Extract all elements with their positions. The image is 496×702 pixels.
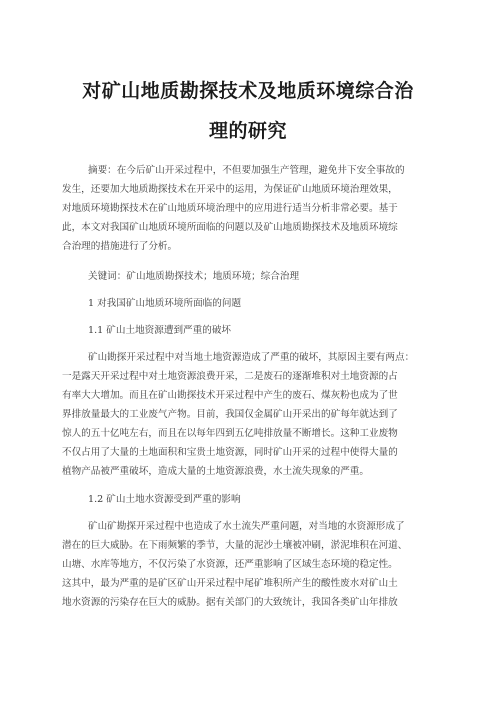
body-line: 矿山勘探开采过程中对当地土地资源造成了严重的破坏，其原因主要有两点： xyxy=(88,352,415,363)
subsection-heading: 1.1 矿山土地资源遭到严重的破坏 xyxy=(88,325,232,336)
body-line: 地水资源的污染存在巨大的威胁。据有关部门的大致统计，我国各类矿山年排放 xyxy=(62,597,398,608)
abstract-line: 合治理的措施进行了分析。 xyxy=(62,241,178,252)
abstract-line: 对地质环境勘探技术在矿山地质环境治理中的应用进行适当分析非常必要。基于 xyxy=(62,203,398,214)
body-line: 潜在的巨大威胁。在下雨频繁的季节，大量的泥沙土壤被冲刷，淤泥堆积在河道、 xyxy=(62,540,408,551)
document-title-line-1: 对矿山地质勘探技术及地质环境综合治 xyxy=(82,80,414,102)
subsection-heading: 1.2 矿山土地水资源受到严重的影响 xyxy=(88,494,241,505)
body-line: 这其中，最为严重的是矿区矿山开采过程中尾矿堆积所产生的酸性废水对矿山土 xyxy=(62,578,398,589)
abstract-line: 此，本文对我国矿山地质环境所面临的问题以及矿山地质勘探技术及地质环境综 xyxy=(62,222,398,233)
abstract-line: 发生，还要加大地质勘探技术在开采中的运用，为保证矿山地质环境治理效果， xyxy=(62,184,398,195)
body-line: 一是露天开采过程中对土地资源浪费开采，二是废石的逐渐堆积对土地资源的占 xyxy=(62,371,398,382)
body-line: 山塘、水库等地方，不仅污染了水资源，还严重影响了区域生态环境的稳定性。 xyxy=(62,559,398,570)
section-heading: 1 对我国矿山地质环境所面临的问题 xyxy=(88,298,242,309)
body-line: 有率大大增加。而且在矿山勘探技术开采过程中产生的废石、煤灰粉也成为了世 xyxy=(62,390,398,401)
body-line: 惊人的五十亿吨左右，而且在以每年四到五亿吨排放量不断增长。这种工业废物 xyxy=(62,428,398,439)
document-title-line-2: 理的研究 xyxy=(208,120,287,142)
body-line: 植物产品被严重破坏，造成大量的土地资源浪费，水土流失现象的严重。 xyxy=(62,466,369,477)
keywords: 关键词：矿山地质勘探技术；地质环境；综合治理 xyxy=(88,271,300,282)
body-line: 界排放量最大的工业废气产物。目前，我国仅金属矿山开采出的矿每年就达到了 xyxy=(62,409,398,420)
abstract-line: 摘要：在今后矿山开采过程中，不但要加强生产管理，避免井下安全事故的 xyxy=(88,165,405,176)
body-line: 不仅占用了大量的土地面积和宝贵土地资源，同时矿山开采的过程中使得大量的 xyxy=(62,447,398,458)
body-line: 矿山矿勘探开采过程中也造成了水土流失严重问题，对当地的水资源形成了 xyxy=(88,521,405,532)
